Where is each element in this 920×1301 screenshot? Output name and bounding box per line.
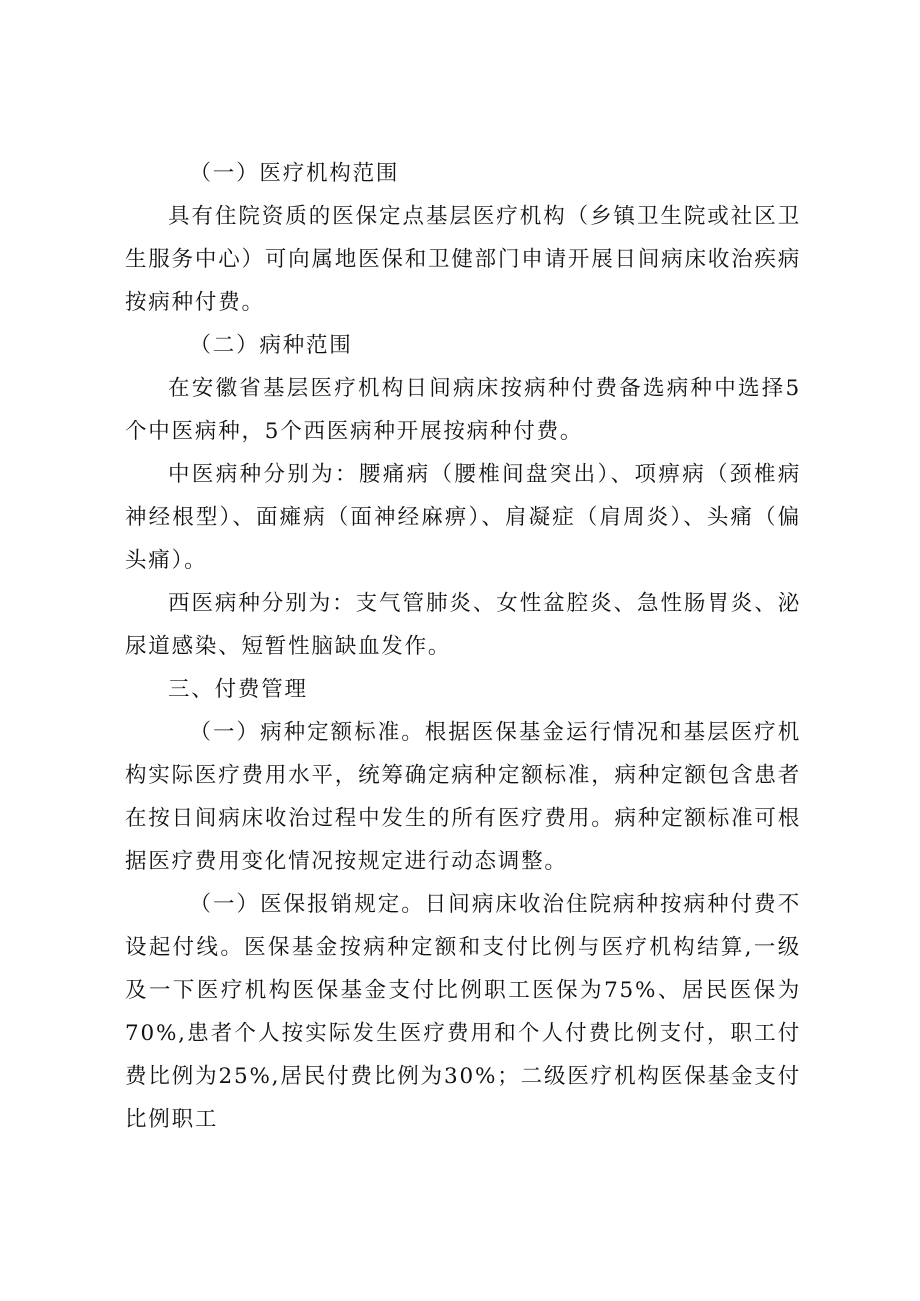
paragraph-tcm-diseases: 中医病种分别为：腰痛病（腰椎间盘突出）、项痹病（颈椎病神经根型）、面瘫病（面神经麻痹）、肩凝症（肩周炎）、头痛（偏头痛）。 — [125, 462, 801, 573]
paragraph-reimbursement-rules: （一）医保报销规定。日间病床收治住院病种按病种付费不设起付线。医保基金按病种定额和支付比例与医疗机构结算,一级及一下医疗机构医保基金支付比例职工医保为75%、居民医保为70%,患者个人按实际发生医疗费用和个人付费比例支付，职工付费比例为25%,居民付费比例为30%；二级医疗机构医保基金支付比例职工 — [125, 892, 801, 1132]
paragraph-institution-scope: 具有住院资质的医保定点基层医疗机构（乡镇卫生院或社区卫生服务中心）可向属地医保和卫健部门申请开展日间病床收治疾病按病种付费。 — [125, 204, 801, 315]
paragraph-quota-standard: （一）病种定额标准。根据医保基金运行情况和基层医疗机构实际医疗费用水平，统筹确定病种定额标准，病种定额包含患者在按日间病床收治过程中发生的所有医疗费用。病种定额标准可根据医疗费用变化情况按规定进行动态调整。 — [125, 720, 801, 874]
paragraph-disease-scope: 在安徽省基层医疗机构日间病床按病种付费备选病种中选择5个中医病种，5个西医病种开展按病种付费。 — [125, 376, 801, 444]
section-heading-disease-scope: （二）病种范围 — [189, 333, 353, 358]
paragraph-western-diseases: 西医病种分别为：支气管肺炎、女性盆腔炎、急性肠胃炎、泌尿道感染、短暂性脑缺血发作。 — [125, 591, 801, 659]
section-heading-payment-management: 三、付费管理 — [168, 677, 308, 702]
document-page — [125, 152, 801, 1141]
section-heading-institution-scope: （一）医疗机构范围 — [189, 161, 400, 186]
